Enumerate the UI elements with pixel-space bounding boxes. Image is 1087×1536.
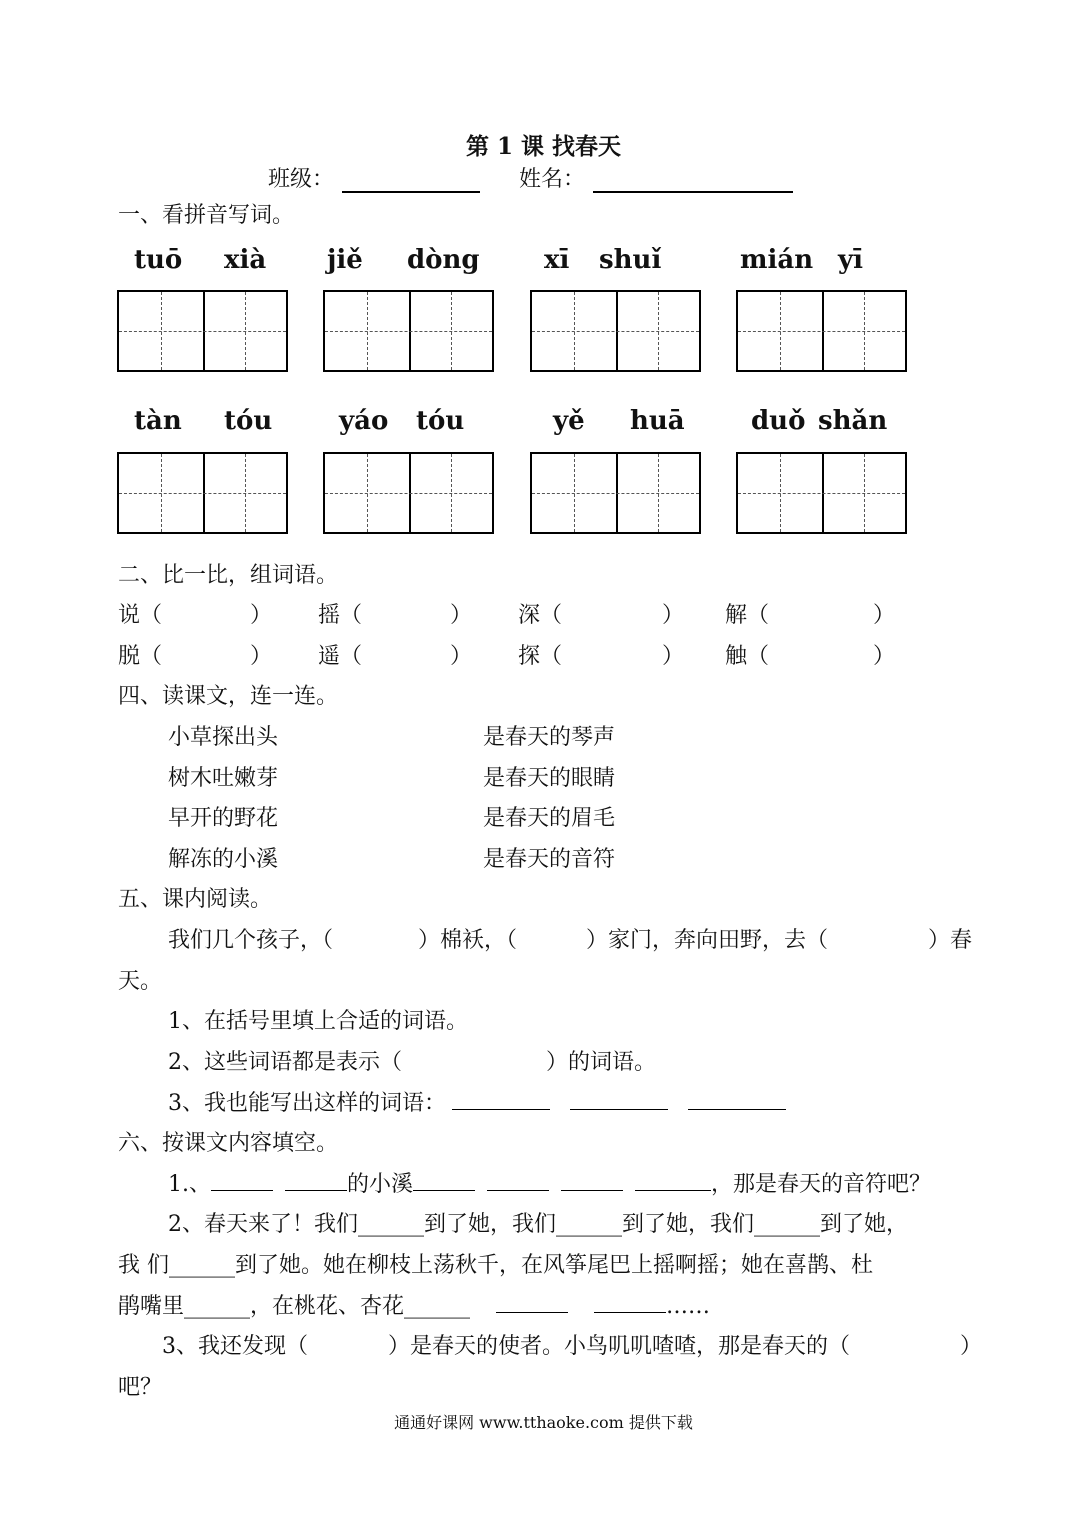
pinyin: shǎn [818, 406, 888, 436]
fill-line-2: 2、春天来了！我们______到了她，我们______到了她，我们______到了她， [168, 1212, 908, 1237]
compare-word: 说（ [118, 603, 163, 628]
answer-blank[interactable] [688, 1091, 786, 1110]
paren-close: ） [873, 603, 896, 628]
writing-grid[interactable] [117, 452, 288, 534]
paren-close: ） [662, 644, 685, 669]
section1-heading: 一、看拼音写词。 [118, 203, 295, 228]
writing-grid[interactable] [323, 290, 494, 372]
match-right[interactable]: 是春天的眉毛 [483, 806, 616, 831]
match-left[interactable]: 早开的野花 [168, 806, 279, 831]
compare-word: 脱（ [118, 644, 163, 669]
answer-blank[interactable] [452, 1091, 550, 1110]
fill-text: …… [666, 1294, 711, 1319]
footer-text: 通通好课网 www.tthaoke.com 提供下载 [394, 1413, 693, 1432]
section6-heading: 六、按课文内容填空。 [118, 1131, 339, 1156]
pinyin: mián [740, 245, 814, 275]
reading-text: ）棉袄，（ [418, 928, 518, 953]
compare-word: 解（ [725, 603, 770, 628]
match-left[interactable]: 树木吐嫩芽 [168, 766, 279, 791]
answer-blank[interactable] [570, 1091, 668, 1110]
writing-grid[interactable] [530, 290, 701, 372]
match-right[interactable]: 是春天的音符 [483, 847, 616, 872]
class-field[interactable] [342, 171, 480, 193]
reading-text: ）春 [928, 928, 973, 953]
pinyin: duǒ [751, 406, 806, 436]
name-label-text: 姓名： [519, 167, 586, 192]
compare-word: 深（ [518, 603, 563, 628]
paren-close: ） [662, 603, 685, 628]
pinyin: yě [553, 406, 585, 436]
pinyin: shuǐ [599, 245, 662, 275]
name-field[interactable] [593, 171, 793, 193]
writing-grid[interactable] [530, 452, 701, 534]
answer-blank[interactable] [413, 1172, 475, 1191]
question-2b: ）的词语。 [546, 1050, 657, 1075]
section5-heading: 五、课内阅读。 [118, 887, 273, 912]
match-right[interactable]: 是春天的眼睛 [483, 766, 616, 791]
writing-grid[interactable] [117, 290, 288, 372]
pinyin: jiě [327, 245, 363, 275]
question-1: 1、在括号里填上合适的词语。 [168, 1009, 468, 1034]
fill-text: 的小溪 [347, 1172, 414, 1197]
paren-close: ） [450, 644, 473, 669]
match-left[interactable]: 解冻的小溪 [168, 847, 279, 872]
page-title: 第 1 课 找春天 [465, 133, 622, 160]
pinyin: huā [630, 406, 685, 436]
answer-blank[interactable] [635, 1172, 711, 1191]
question-3 [168, 1086, 786, 1117]
reading-text: ）家门，奔向田野，去（ [586, 928, 829, 953]
compare-word: 探（ [518, 644, 563, 669]
answer-blank[interactable] [561, 1172, 623, 1191]
question-2a: 2、这些词语都是表示（ [168, 1050, 402, 1075]
answer-blank[interactable] [211, 1172, 273, 1191]
fill-line-6: 吧？ [118, 1375, 163, 1400]
fill-line-4 [118, 1289, 710, 1320]
writing-grid[interactable] [736, 452, 907, 534]
paren-close: ） [873, 644, 896, 669]
pinyin: xī [544, 245, 570, 275]
match-right[interactable]: 是春天的琴声 [483, 725, 616, 750]
pinyin: tuō [134, 245, 183, 275]
answer-blank[interactable] [487, 1172, 549, 1191]
paren-close: ） [450, 603, 473, 628]
paren-close: ） [250, 644, 273, 669]
fill-text: ，那是春天的音符吧？ [711, 1172, 932, 1197]
pinyin: tóu [224, 406, 273, 436]
pinyin: yáo [339, 406, 389, 436]
paren-close: ） [250, 603, 273, 628]
question-3-text: 3、我也能写出这样的词语： [168, 1091, 446, 1116]
writing-grid[interactable] [323, 452, 494, 534]
fill-line-1 [168, 1167, 931, 1198]
fill-line-5a: 3、我还发现（ [162, 1334, 308, 1359]
class-label-text: 班级： [268, 167, 335, 192]
answer-blank[interactable] [594, 1294, 666, 1313]
pinyin: dòng [407, 245, 480, 275]
pinyin: tàn [134, 406, 182, 436]
fill-line-3: 我 们______到了她。她在柳枝上荡秋千，在风筝尾巴上摇啊摇；她在喜鹊、杜 [118, 1253, 873, 1278]
compare-word: 摇（ [318, 603, 363, 628]
pinyin: xià [224, 245, 267, 275]
fill-line-5c: ） [960, 1334, 983, 1359]
section2-heading: 二、比一比，组词语。 [118, 563, 339, 588]
fill-line-5b: ）是春天的使者。小鸟叽叽喳喳，那是春天的（ [388, 1334, 851, 1359]
writing-grid[interactable] [736, 290, 907, 372]
pinyin: tóu [416, 406, 465, 436]
match-left[interactable]: 小草探出头 [168, 725, 279, 750]
compare-word: 遥（ [318, 644, 363, 669]
fill-text: 1.、 [168, 1172, 211, 1197]
class-label [268, 162, 480, 193]
answer-blank[interactable] [496, 1294, 568, 1313]
fill-text: 鹃嘴里______，在桃花、杏花______ [118, 1294, 471, 1319]
compare-word: 触（ [725, 644, 770, 669]
name-label [519, 162, 793, 193]
reading-text: 天。 [118, 969, 163, 994]
reading-text: 我们几个孩子，（ [168, 928, 334, 953]
section4-heading: 四、读课文，连一连。 [118, 684, 339, 709]
pinyin: yī [838, 245, 863, 275]
answer-blank[interactable] [285, 1172, 347, 1191]
